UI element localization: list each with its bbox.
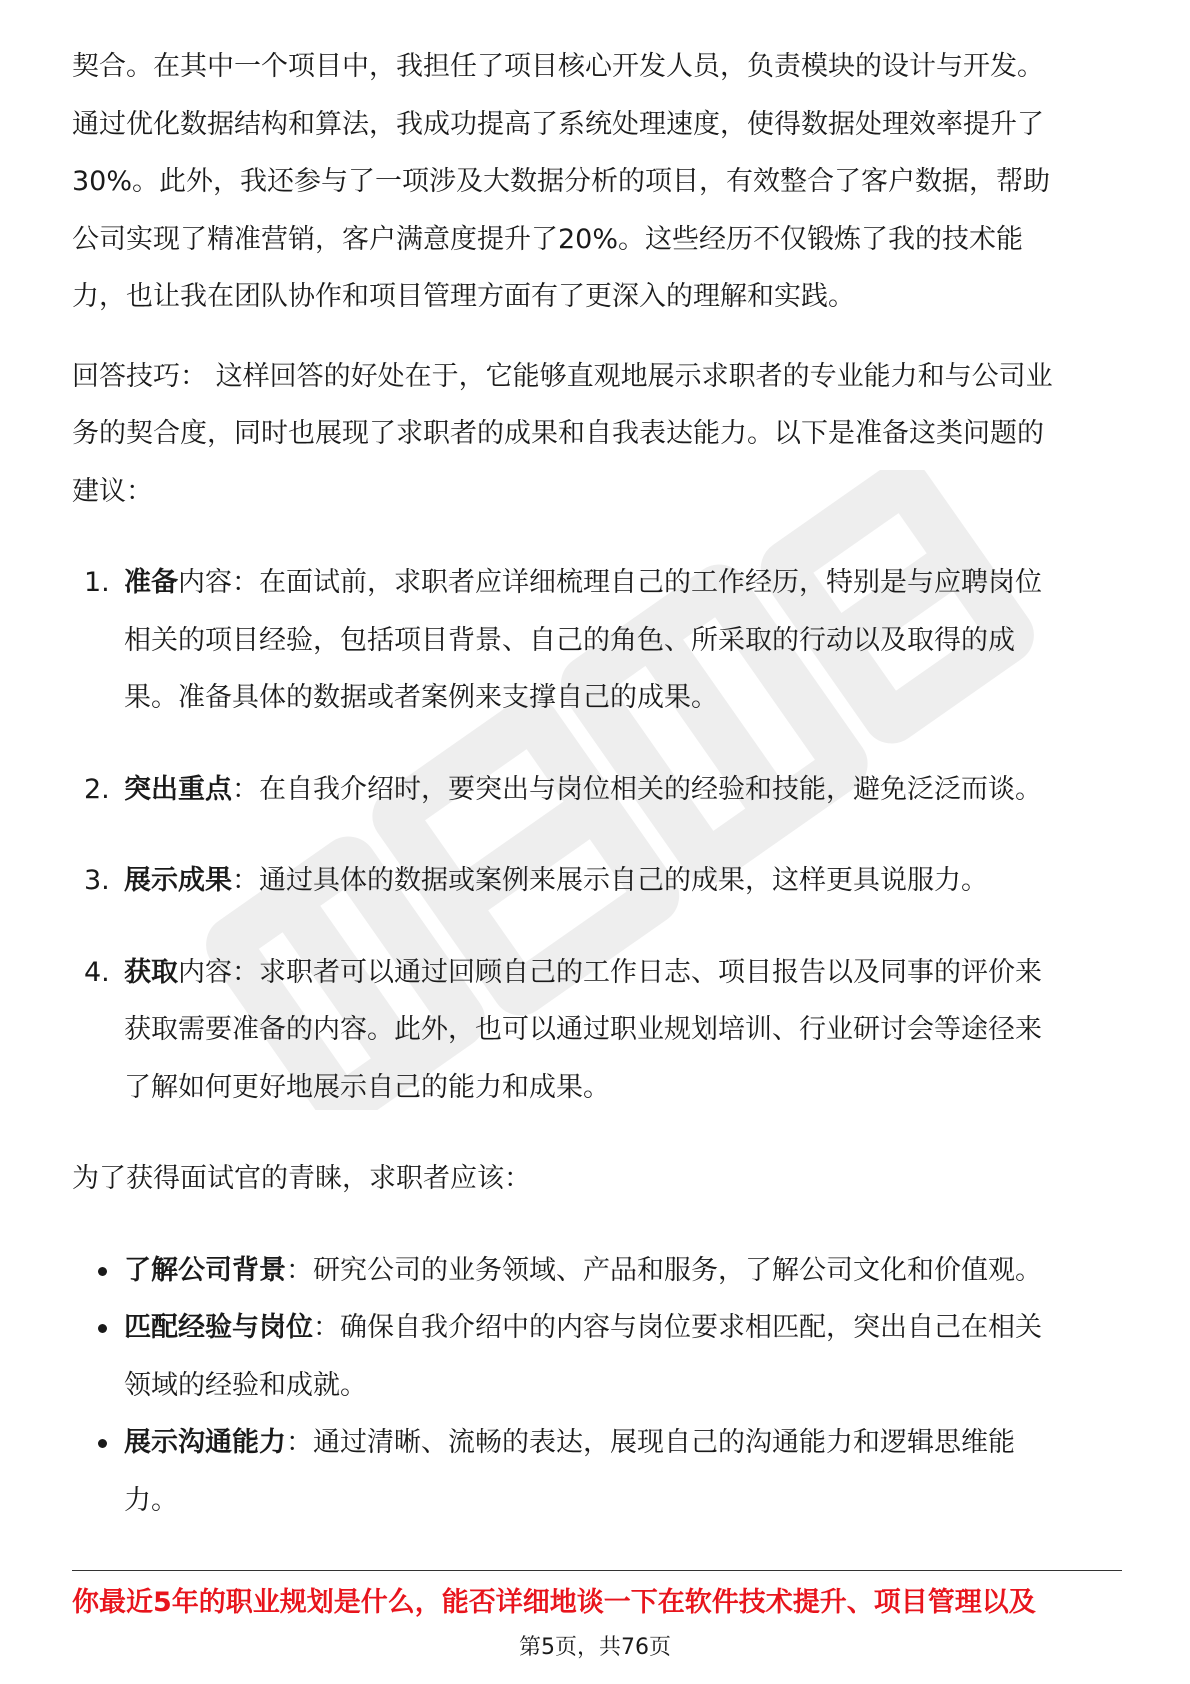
item-text: ：在面试前，求职者应详细梳理自己的工作经历，特别是与应聘岗位 [232,567,1042,598]
text-line: 契合。在其中一个项目中，我担任了项目核心开发人员，负责模块的设计与开发。 [72,51,1044,82]
intro-paragraph [72,38,1122,326]
next-question-heading: 你最近5年的职业规划是什么，能否详细地谈一下在软件技术提升、项目管理以及 [72,1587,1036,1618]
item-text: 相关的项目经验，包括项目背景、自己的角色、所采取的行动以及取得的成 [124,624,1015,656]
item-title: 突出重点 [124,773,232,805]
item-text: ：通过具体的数据或案例来展示自己的成果，这样更具说服力。 [232,865,988,896]
item-title: 准备 [124,567,178,598]
text-line: 力，也让我在团队协作和项目管理方面有了更深入的理解和实践。 [72,281,855,312]
item-text: 获取需要准备的内容。此外，也可以通过职业规划培训、行业研讨会等途径来 [124,1014,1042,1045]
item-title: 获取 [124,956,178,988]
list-number: 1. [84,567,110,598]
bullet-item [72,1414,1122,1529]
text-line: 建议： [72,475,153,507]
text-line: 通过优化数据结构和算法，我成功提高了系统处理速度，使得数据处理效率提升了 [72,108,1044,140]
list-item [72,852,1122,910]
item-text: ：确保自我介绍中的内容与岗位要求相匹配，突出自己在相关 [313,1312,1042,1343]
text-line: 回答技巧： 这样回答的好处在于，它能够直观地展示求职者的专业能力和与公司业 [72,360,1053,392]
list-item [72,944,1122,1117]
bullet-icon [98,1324,107,1333]
should-heading: 为了获得面试官的青睐，求职者应该： [72,1163,531,1194]
footer-divider [72,1570,1122,1571]
item-text: 了解如何更好地展示自己的能力和成果。 [124,1071,610,1103]
item-title: 展示沟通能力 [124,1427,286,1458]
item-text: ：求职者可以通过回顾自己的工作日志、项目报告以及同事的评价来 [232,956,1042,988]
text-line: 务的契合度，同时也展现了求职者的成果和自我表达能力。以下是准备这类问题的 [72,418,1044,449]
bullet-item [72,1299,1122,1414]
item-text: 力。 [124,1484,178,1516]
numbered-list [72,554,1122,1116]
list-number: 4. [84,956,110,988]
item-title-rest: 内容 [178,956,232,988]
item-title-rest: 内容 [178,567,232,598]
bullet-list [72,1242,1122,1530]
list-item [72,761,1122,819]
item-title: 展示成果 [124,865,232,896]
item-title: 了解公司背景 [124,1254,286,1286]
text-line: 30%。此外，我还参与了一项涉及大数据分析的项目，有效整合了客户数据，帮助 [72,166,1051,197]
tips-paragraph [72,348,1122,521]
item-text: ：研究公司的业务领域、产品和服务，了解公司文化和价值观。 [286,1254,1042,1286]
list-number: 2. [84,773,110,805]
list-item [72,554,1122,727]
text-line: 公司实现了精准营销，客户满意度提升了20%。这些经历不仅锻炼了我的技术能 [72,223,1024,255]
item-text: 领域的经验和成就。 [124,1369,367,1401]
page-number: 第5页，共76页 [519,1635,671,1660]
bullet-item [72,1242,1122,1300]
item-text: ：在自我介绍时，要突出与岗位相关的经验和技能，避免泛泛而谈。 [232,773,1042,805]
list-number: 3. [84,865,110,896]
item-text: 果。准备具体的数据或者案例来支撑自己的成果。 [124,682,718,713]
bullet-icon [98,1267,107,1276]
item-text: ：通过清晰、流畅的表达，展现自己的沟通能力和逻辑思维能 [286,1427,1015,1458]
main-content [72,38,1122,1529]
item-title: 匹配经验与岗位 [124,1312,313,1343]
bullet-icon [98,1439,107,1448]
